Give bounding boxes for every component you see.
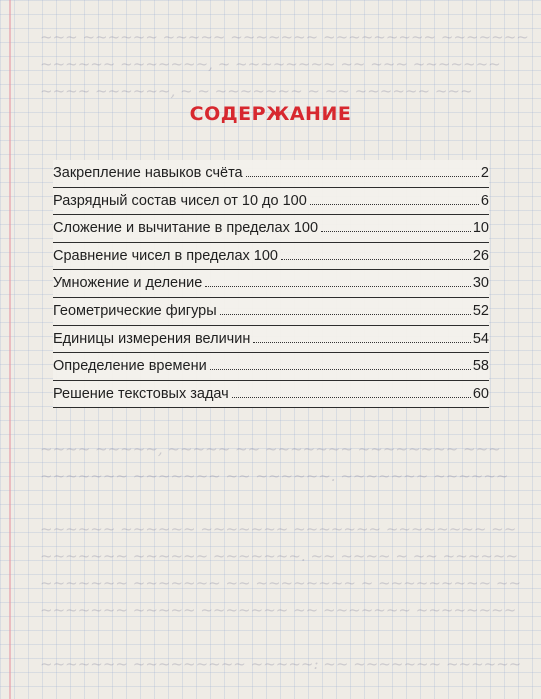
show-through-text: ~~~~~~~ ~~~~~~~ ~~ ~~~~~~~~ ~ ~~~~~~~~~ ~~ [40,574,522,592]
toc-entry-title: Разрядный состав чисел от 10 до 100 [53,192,307,209]
toc-entry-page-number: 26 [472,247,489,264]
show-through-text: ~~~ ~~~~~~ ~~~~~ ~~~~~~~ ~~~~~~~~~ ~~~~~~~ [40,28,529,46]
toc-entry-title: Решение текстовых задач [53,385,229,402]
toc-entry-title: Умножение и деление [53,275,203,292]
toc-entry-title: Единицы измерения величин [53,330,251,347]
show-through-text: ~~~~~~~ ~~~~~ ~~~~~~~ ~~ ~~~~~~~ ~~~~~~~~ [40,601,517,619]
toc-entry[interactable] [53,215,489,243]
toc-entry-page-number: 30 [472,275,489,292]
show-through-text: ~~~~ ~~~~~~, ~ ~ ~~~~~~~ ~ ~~ ~~~~~~ ~~~ [40,82,473,100]
toc-dot-leader [253,341,471,343]
toc-entry-page-number: 60 [472,385,489,402]
toc-entry[interactable] [53,381,489,409]
toc-dot-leader [246,175,479,177]
toc-entry-title: Определение времени [53,358,207,375]
show-through-text: ~~~~ ~~~~~, ~~~~~ ~~ ~~~~~~~ ~~~~~~~~ ~~~ [40,440,501,458]
toc-entry-page-number: 6 [480,192,489,209]
toc-entry-title: Геометрические фигуры [53,302,217,319]
toc-dot-leader [310,203,479,205]
toc-entry[interactable] [53,243,489,271]
show-through-text: ~~~~~~~ ~~~~~~~~~ ~~~~~: ~~ ~~~~~~~ ~~~~~~ [40,655,522,673]
toc-dot-leader [220,313,471,315]
show-through-text: ~~~~~~~ ~~~~~~~ ~~ ~~~~~~. ~~~~~~~ ~~~~~~ [40,467,509,485]
toc-entry[interactable] [53,326,489,354]
toc-entry[interactable] [53,270,489,298]
toc-entry[interactable] [53,188,489,216]
show-through-text: ~~~~~~ ~~~~~~ ~~~~~~~ ~~~~~~~ ~~~~~~~~ ~~ [40,520,517,538]
contents-heading: СОДЕРЖАНИЕ [189,103,352,125]
show-through-text: ~~~~~~ ~~~~~~~, ~ ~~~~~~~~ ~~ ~~~ ~~~~~~~ [40,55,501,73]
toc-entry[interactable] [53,160,489,188]
toc-entry[interactable] [53,353,489,381]
toc-entry-page-number: 10 [472,220,489,237]
toc-entry-title: Сравнение чисел в пределах 100 [53,247,278,264]
toc-entry-page-number: 52 [472,302,489,319]
toc-dot-leader [281,258,471,260]
toc-entry-title: Сложение и вычитание в пределах 100 [53,220,319,237]
toc-dot-leader [205,285,471,287]
toc-dot-leader [210,368,471,370]
toc-entry-page-number: 54 [472,330,489,347]
toc-entry-page-number: 58 [472,358,489,375]
toc-entry-title: Закрепление навыков счёта [53,165,243,181]
toc-dot-leader [232,396,471,398]
toc-entry-page-number: 2 [480,165,489,181]
table-of-contents [53,160,489,408]
toc-dot-leader [321,230,471,232]
toc-entry[interactable] [53,298,489,326]
show-through-text: ~~~~~~~ ~~~~~~ ~~~~~~~. ~~ ~~~~ ~ ~~ ~~~~~~ [40,547,519,565]
